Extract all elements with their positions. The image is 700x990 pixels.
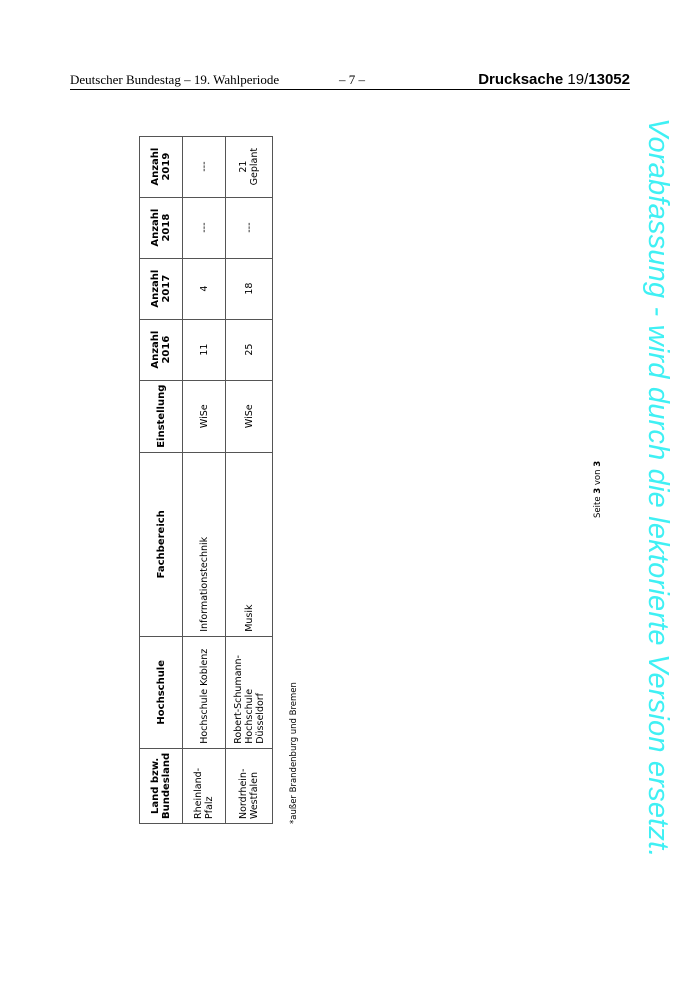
table-row bbox=[183, 136, 226, 823]
header-page-number: – 7 – bbox=[339, 72, 365, 87]
cell-anzahl-2016: 25 bbox=[226, 319, 273, 380]
table-footnote: *außer Brandenburg und Bremen bbox=[289, 682, 299, 824]
header-einstellung: Einstellung bbox=[140, 380, 183, 452]
cell-anzahl-2018: --- bbox=[226, 197, 273, 258]
header-drucksache bbox=[478, 71, 630, 88]
page-indicator bbox=[593, 461, 603, 518]
rotated-table-block bbox=[139, 124, 299, 824]
header-anzahl-2016: Anzahl 2016 bbox=[140, 319, 183, 380]
header-parliament-label: Deutscher Bundestag – 19. Wahlperiode bbox=[70, 72, 280, 87]
page-indicator-total: 3 bbox=[593, 460, 603, 467]
header-rule bbox=[70, 89, 630, 90]
cell-anzahl-2019: 21 Geplant bbox=[226, 136, 273, 197]
cell-land: Nordrhein- Westfalen bbox=[226, 748, 273, 823]
cell-anzahl-2018: --- bbox=[183, 197, 226, 258]
page-indicator-separator: von bbox=[593, 469, 603, 486]
cell-einstellung: WiSe bbox=[183, 380, 226, 452]
cell-anzahl-2016: 11 bbox=[183, 319, 226, 380]
draft-watermark: Vorabfassung - wird durch die lektorierte Version ersetzt. bbox=[642, 118, 674, 858]
cell-anzahl-2019: --- bbox=[183, 136, 226, 197]
header-anzahl-2019: Anzahl 2019 bbox=[140, 136, 183, 197]
cell-fachbereich: Informationstechnik bbox=[183, 452, 226, 636]
header-drucksache-label: Drucksache bbox=[478, 71, 564, 88]
data-table bbox=[139, 136, 273, 824]
page-indicator-prefix: Seite bbox=[593, 496, 603, 518]
header-anzahl-2017: Anzahl 2017 bbox=[140, 258, 183, 319]
cell-anzahl-2017: 18 bbox=[226, 258, 273, 319]
header-anzahl-2018: Anzahl 2018 bbox=[140, 197, 183, 258]
header-land: Land bzw. Bundesland bbox=[140, 748, 183, 823]
table-row bbox=[226, 136, 273, 823]
cell-fachbereich: Musik bbox=[226, 452, 273, 636]
cell-land: Rheinland-Pfalz bbox=[183, 748, 226, 823]
page-indicator-current: 3 bbox=[593, 487, 603, 494]
header-fachbereich: Fachbereich bbox=[140, 452, 183, 636]
cell-hochschule: Hochschule Koblenz bbox=[183, 636, 226, 748]
header-drucksache-number: 13052 bbox=[588, 71, 630, 88]
page-header bbox=[70, 72, 630, 90]
header-drucksache-prefix: 19/ bbox=[567, 71, 589, 88]
cell-anzahl-2017: 4 bbox=[183, 258, 226, 319]
header-hochschule: Hochschule bbox=[140, 636, 183, 748]
table-header-row bbox=[140, 136, 183, 823]
cell-hochschule: Robert-Schumann- Hochschule Düsseldorf bbox=[226, 636, 273, 748]
cell-einstellung: WiSe bbox=[226, 380, 273, 452]
